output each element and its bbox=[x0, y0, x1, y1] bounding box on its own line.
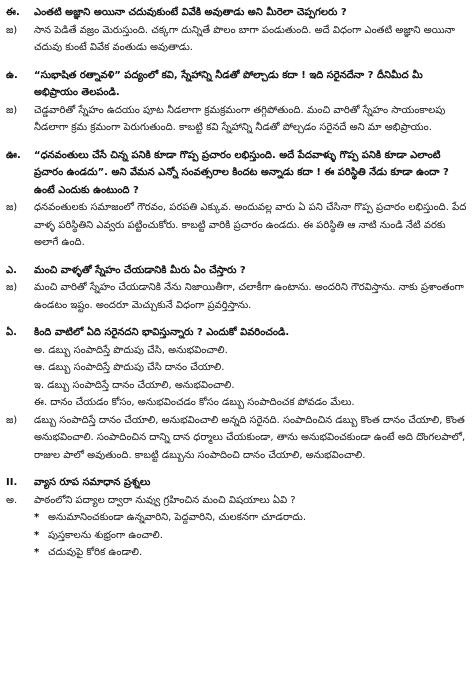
answer-text: డబ్బు సంపాదిస్తే దానం చేయాలి, అనుభవించాలి అన్నది సరైనది. సంపాదించిన డబ్బు కొంత దానం చేయాలి, కొంత అనుభవించాలి. సంపాదించిన దాన్ని దాన ధర్మాలు చేయకుండా, తాను అనుభవించకుండా ఉంటే అది దొంగలపాలో, రాజుల పాలో అవుతుంది. కాబట్టి డబ్బును సంపాదించి దానం చేయాలి, అనుభవించాలి. bbox=[34, 414, 466, 461]
answer-text: మంచి వారితో స్నేహం చేయడానికి నేను నిజాయితీగా, చలాకీగా ఉంటాను. అందరిని గౌరవిస్తాను. నాకు ప్రశాంతంగా ఉండటం ఇష్టం. అందరూ మెచ్చుకునే విధంగా ప్రవర్తిస్తాను. bbox=[34, 282, 464, 311]
answer bbox=[6, 102, 468, 137]
question bbox=[6, 67, 468, 102]
answer-text: ధనవంతులకు సమాజంలో గౌరవం, పరపతి ఎక్కువ. అందువల్ల వారు ఏ పని చేసినా గొప్ప ప్రచారం లభిస్తుంది. పేద వాళ్ళ పరిస్థితిని ఎవ్వరు పట్టించుకోరు. కాబట్టి వారికి ప్రచారం ఉండదు. ఈ పరిస్థితి ఆ నాటి నుండి నేటి వరకు అలాగే ఉంది. bbox=[34, 202, 467, 248]
qa-block bbox=[6, 67, 468, 137]
bullet-point bbox=[6, 544, 468, 562]
qa-block bbox=[6, 147, 468, 252]
answer-marker: జ) bbox=[6, 104, 18, 116]
bullet-point bbox=[6, 527, 468, 545]
star-bullet: * bbox=[34, 547, 40, 558]
question bbox=[6, 324, 468, 342]
answer bbox=[6, 412, 468, 465]
section-marker: II. bbox=[6, 477, 18, 488]
answer-text: చెడ్డవారితో స్నేహం ఉదయం పూట నీడలాగా క్రమక్రమంగా తగ్గిపోతుంది. మంచి వారితో స్నేహం సాయంకాలపు నీడలాగా క్రమ క్రమంగా పెరుగుతుంది. కాబట్టి కవి స్నేహాన్ని నీడతో పోల్చడం సరైనదే అని మా అభిప్రాయం. bbox=[34, 104, 446, 133]
answer-marker: జ) bbox=[6, 24, 18, 36]
question-text: కింది వాటిలో ఏది సరైనదని భావిస్తున్నారు ? ఎందుకో వివరించండి. bbox=[34, 327, 290, 338]
bullet-point bbox=[6, 509, 468, 527]
section-question bbox=[6, 492, 468, 510]
question-marker: ఏ. bbox=[6, 327, 17, 338]
question bbox=[6, 262, 468, 280]
qa-block bbox=[6, 4, 468, 57]
option-item: అ. డబ్బు సంపాదిస్తే పొదుపు చేసి, అనుభవించాలి. bbox=[34, 344, 228, 356]
option-item: ఇ. డబ్బు సంపాదిస్తే దానం చేయాలి, అనుభవించాలి. bbox=[34, 379, 235, 391]
star-bullet: * bbox=[34, 512, 40, 523]
section-heading bbox=[6, 474, 468, 492]
question bbox=[6, 4, 468, 22]
bullet-text: అనుమానించకుండా ఉన్నవారిని, పెద్దవారిని, చులకనగా చూడరాదు. bbox=[48, 512, 307, 523]
bullet-text: చదువుపై కోరిక ఉండాలి. bbox=[48, 547, 143, 558]
qa-block bbox=[6, 324, 468, 464]
answer-marker: జ) bbox=[6, 202, 18, 213]
qa-block bbox=[6, 262, 468, 315]
question-text: ఎంతటి అజ్ఞాని అయినా చదువుకుంటే వివేకి అవుతాడు అని మీరెలా చెప్పగలరు ? bbox=[34, 7, 347, 18]
question-marker: ఈ. bbox=[6, 7, 20, 18]
question-text: మంచి వాళ్ళతో స్నేహం చేయడానికి మీరు ఏం చేస్తారు ? bbox=[34, 264, 246, 276]
question-marker: అ. bbox=[6, 494, 18, 506]
answer bbox=[6, 279, 468, 314]
question-marker: ఊ. bbox=[6, 149, 21, 161]
question-marker: ఎ. bbox=[6, 264, 17, 276]
answer-marker: జ) bbox=[6, 282, 18, 293]
bullet-text: పుస్తకాలను శుభ్రంగా ఉంచాలి. bbox=[48, 529, 163, 541]
section-title: వ్యాస రూప సమాధాన ప్రశ్నలు bbox=[34, 477, 151, 488]
question-text: “సుభాషిత రత్నావళి” పద్యంలో కవి, స్నేహాన్ని నీడతో పోల్చాడు కదా ! ఇది సరైనదేనా ? దీనిమీద మీ అభిప్రాయం తెలపండి. bbox=[34, 69, 423, 98]
answer bbox=[6, 22, 468, 57]
question bbox=[6, 147, 468, 200]
answer-text: సాన పెడితే వజ్రం మెరుస్తుంది. చక్కగా దున్నితే పొలం బాగా పండుతుంది. అదే విధంగా ఎంతటి అజ్ఞాని అయినా చదువు కుంటే వివేక వంతుడు అవుతాడు. bbox=[34, 24, 455, 53]
option-list bbox=[6, 342, 468, 412]
option-item: ఈ. దానం చేయడం కోసం, అనుభవించడం కోసం డబ్బు సంపాదించక పోవడం మేలు. bbox=[34, 397, 355, 408]
question-marker: ఉ. bbox=[6, 69, 18, 81]
answer bbox=[6, 199, 468, 252]
question-text: పాఠంలోని పద్యాల ద్వారా నువ్వు గ్రహించిన మంచి విషయాలు ఏవి ? bbox=[34, 494, 296, 506]
star-bullet: * bbox=[34, 529, 40, 541]
option-item: ఆ. డబ్బు సంపాదిస్తే పొదుపు చేసి దానం చేయాలి. bbox=[34, 362, 225, 373]
essay-section bbox=[6, 474, 468, 562]
question-text: “ధనవంతులు చేసే చిన్న పనికి కూడా గొప్ప ప్రచారం లభిస్తుంది. అదే పేదవాళ్ళు గొప్ప పనికి కూడా ఎలాంటి ప్రచారం ఉండదు”. అని వేమన ఎన్నో సంవత్సరాల కిందట అన్నాడు కదా ! ఈ పరిస్థితి నేడు కూడా ఉందా ? ఉంటే ఎందుకు ఉంటుంది ? bbox=[34, 149, 449, 196]
answer-marker: జ) bbox=[6, 414, 18, 426]
